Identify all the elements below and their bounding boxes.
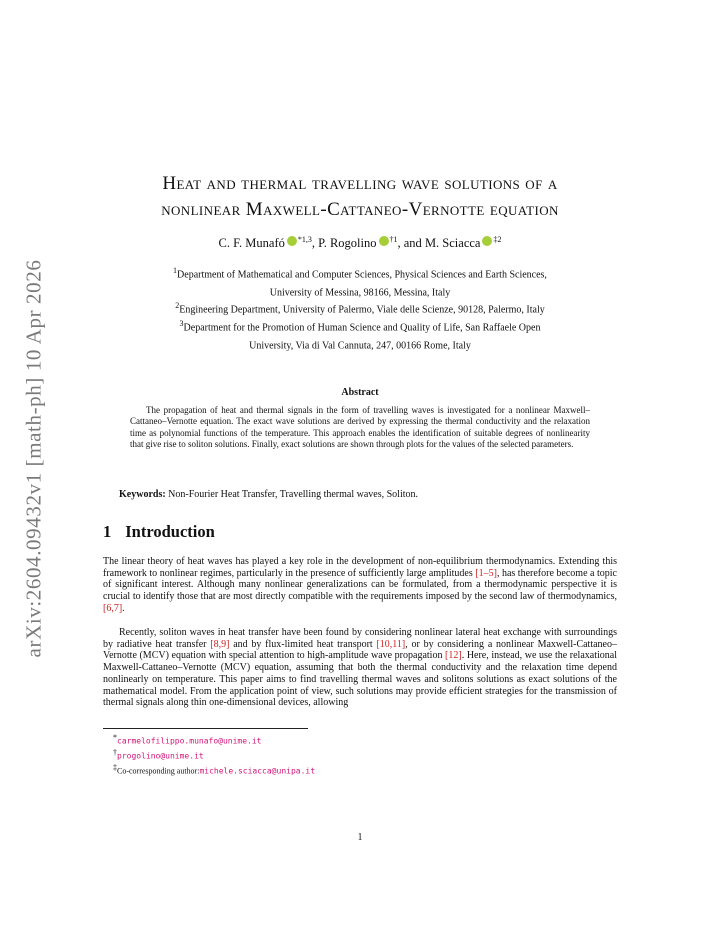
affiliation-line (100, 299, 620, 317)
footnote (113, 762, 315, 777)
affiliation-mark: 1 (173, 266, 178, 275)
footnote-mark: * (113, 733, 117, 742)
email-link[interactable]: carmelofilippo.munafo@unime.it (117, 736, 262, 746)
citation-link[interactable]: [1–5] (475, 567, 497, 579)
section-number: 1 (103, 522, 112, 541)
footnote-mark: ‡ (113, 762, 117, 772)
section-title: Introduction (125, 522, 215, 541)
section-heading (103, 522, 215, 542)
paragraph (103, 556, 617, 615)
citation-link[interactable]: [6,7] (103, 602, 123, 614)
author-separator: , and (397, 236, 425, 251)
paragraph-text: Recently, soliton waves in heat transfer have been found by considering nonlinear lateral heat exchange with surroundings by radiative heat transfer (103, 627, 617, 650)
footnote-prefix: Co-corresponding author: (117, 766, 200, 776)
affiliation-line (100, 282, 620, 300)
keywords-text: Non-Fourier Heat Transfer, Travelling thermal waves, Soliton. (168, 489, 419, 500)
page-number: 1 (357, 832, 363, 843)
title-line-2: nonlinear Maxwell-Cattaneo-Vernotte equation (161, 199, 559, 220)
affiliation-line (100, 264, 620, 282)
orcid-icon[interactable] (482, 236, 492, 246)
author-separator: , (311, 236, 319, 251)
paragraph-text: The linear theory of heat waves has played a key role in the development of non-equilibrium thermodynamics. Extending this framework to nonlinear regimes, particularly in the presence of sufficiently large amplitudes (103, 556, 617, 579)
author-marks: *1,3 (297, 235, 312, 244)
affiliations (100, 264, 620, 353)
abstract-heading: Abstract (341, 387, 379, 398)
affiliation-text: University of Messina, 98166, Messina, Italy (269, 287, 451, 299)
author-name[interactable]: M. Sciacca (424, 236, 481, 251)
affiliation-text: Department of Mathematical and Computer Sciences, Physical Sciences and Earth Sciences, (177, 269, 547, 281)
author-marks: †1 (389, 235, 398, 244)
author-list (90, 235, 630, 251)
orcid-icon[interactable] (379, 236, 389, 246)
footnotes (113, 732, 315, 777)
footnote-mark: † (113, 747, 117, 757)
keywords (119, 489, 619, 500)
orcid-icon[interactable] (287, 236, 297, 246)
paragraph-text: , has therefore become a topic of significant interest. Although many nonlinear generalizations can be formulated, from a thermodynamic perspective it is crucial to identify those that are most directly compatible with the requirements imposed by the second law of thermodynamics, (103, 567, 617, 603)
affiliation-mark: 2 (175, 301, 180, 311)
arxiv-stamp-text: arXiv:2604.09432v1 [math-ph] 10 Apr 2026 (21, 259, 46, 657)
author-name[interactable]: C. F. Munafó (218, 236, 285, 251)
email-link[interactable]: progolino@unime.it (117, 751, 204, 761)
affiliation-line (100, 335, 620, 353)
affiliation-line (100, 317, 620, 335)
arxiv-identifier-stamp (10, 248, 58, 668)
affiliation-text: University, Via di Val Cannuta, 247, 00166 Rome, Italy (249, 340, 471, 352)
citation-link[interactable]: [10,11] (376, 638, 406, 650)
abstract-body: The propagation of heat and thermal signals in the form of travelling waves is investigated for a nonlinear Maxwell–Cattaneo–Vernotte equation. The exact wave solutions are derived by expressing the thermal conductivity and the relaxation time as polynomial functions of the temperature. This approach enables the identification of suitable degrees of nonlinearity that give rise to soliton solutions. Finally, exact solutions are shown through plots for the values of the selected parameters. (130, 405, 590, 450)
paper-title (90, 171, 630, 223)
title-line-1: Heat and thermal travelling wave solutions of a (162, 173, 558, 194)
paragraph-text: , or by considering a nonlinear Maxwell-Cattaneo–Vernotte (MCV) equation with special attention to high-amplitude wave propagation (103, 638, 617, 662)
citation-link[interactable]: [8,9] (210, 638, 230, 650)
paragraph-text: and by flux-limited heat transport (229, 638, 377, 650)
citation-link[interactable]: [12] (445, 650, 462, 662)
paragraph-text: . Here, instead, we use the relaxational Maxwell-Cattaneo–Vernotte (MCV) equation, assuming that both the thermal conductivity and the relaxation time depend nonlinearly on temperature. This paper aims to find travelling thermal waves and solitons solutions as exact solutions of the mathematical model. From the application point of view, such solutions may provide efficient strategies for the transmission of thermal signals along thin one-dimensional devices, allowing (103, 650, 617, 709)
footnote (113, 747, 315, 762)
affiliation-text: Engineering Department, University of Palermo, Viale delle Scienze, 90128, Palermo, Italy (179, 304, 545, 316)
affiliation-text: Department for the Promotion of Human Science and Quality of Life, San Raffaele Open (183, 322, 541, 334)
affiliation-mark: 3 (179, 319, 184, 329)
email-link[interactable]: michele.sciacca@unipa.it (199, 766, 316, 776)
keywords-label: Keywords: (119, 489, 166, 500)
footnote (113, 732, 315, 747)
footnote-divider (103, 728, 308, 729)
author-marks: ‡2 (493, 235, 502, 244)
author-name[interactable]: P. Rogolino (318, 236, 377, 251)
paragraph (103, 627, 617, 709)
paragraph-text: . (122, 602, 125, 614)
